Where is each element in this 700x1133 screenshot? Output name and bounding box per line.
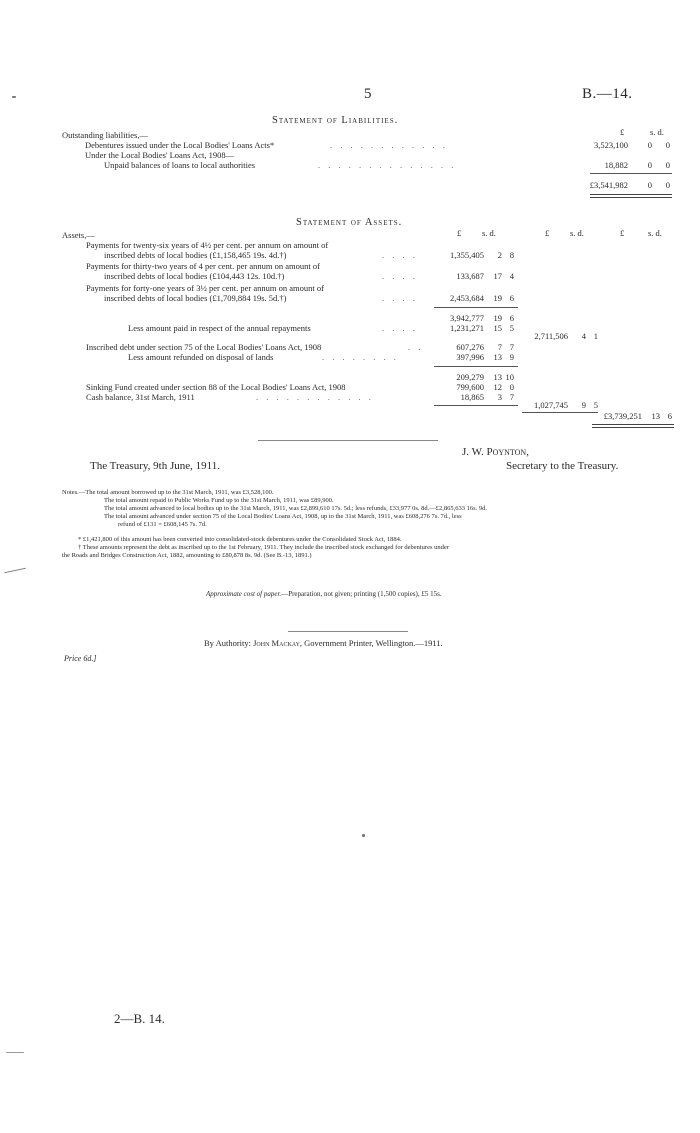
inscribed75-label: Inscribed debt under section 75 of the Local Bodies' Loans Act, 1908 [86, 342, 322, 352]
note-2: The total amount repaid to Public Works Fund up to the 31st March, 1911, was £89,900. [104, 497, 334, 504]
imprint-printer: John Mackay, [253, 638, 303, 648]
sinking-s: 12 [493, 382, 502, 392]
note-4a: The total amount advanced under section 75 of the Local Bodies' Loans Act, 1908, up to the 31st March, 1911, was £608,276 7s. 7d., less [104, 513, 462, 520]
pay2-s: 17 [493, 271, 502, 281]
cost-of-paper [206, 590, 442, 598]
pay1-line1: Payments for twenty-six years of 4½ per cent. per annum on amount of [86, 240, 329, 250]
liabilities-col-pound: £ [620, 127, 625, 137]
less-annual-label: Less amount paid in respect of the annual repayments [128, 323, 311, 333]
liabilities-rule [590, 173, 672, 174]
less-refunded-leader: . . . . . . . . [322, 352, 399, 362]
subtotal1-s: 19 [493, 313, 502, 323]
assets-rule-3 [434, 405, 518, 406]
net1-s: 4 [581, 331, 586, 341]
grand-s: 13 [651, 411, 660, 421]
cost-text: —Preparation, not given; printing (1,500 copies), £5 15s. [281, 590, 442, 598]
less-annual-d: 5 [509, 323, 514, 333]
less-annual-amount: 1,231,271 [450, 323, 484, 333]
scan-speck [362, 834, 365, 837]
signature-mark: 2—B. 14. [114, 1011, 165, 1026]
inscribed75-leader: . . [408, 342, 424, 352]
pay1-s: 2 [497, 250, 502, 260]
cash-label: Cash balance, 31st March, 1911 [86, 392, 195, 402]
debentures-leader: . . . . . . . . . . . . [330, 140, 448, 150]
subtotal1-d: 6 [509, 313, 514, 323]
pay1-amount: 1,355,405 [450, 250, 484, 260]
note-4b: refund of £131 = £608,145 7s. 7d. [118, 521, 207, 528]
liabilities-heading: Statement of Liabilities. [272, 115, 399, 126]
sub3-d: 5 [593, 400, 598, 410]
less-refunded-s: 13 [493, 352, 502, 362]
pay1-leader: . . . . [382, 250, 418, 260]
sinking-label: Sinking Fund created under section 88 of the Local Bodies' Loans Act, 1908 [86, 382, 346, 392]
imprint-prefix: By Authority: [204, 638, 251, 648]
imprint-line [204, 638, 443, 648]
unpaid-label: Unpaid balances of loans to local authorities [104, 160, 256, 170]
price-label: Price 6d.] [64, 654, 97, 663]
pay3-s: 19 [493, 293, 502, 303]
net1-d: 1 [593, 331, 598, 341]
sinking-amount: 799,600 [456, 382, 484, 392]
pay3-line1: Payments for forty-one years of 3½ per cent. per annum on amount of [86, 283, 324, 293]
signatory-title: Secretary to the Treasury. [506, 460, 619, 472]
pay2-line1: Payments for thirty-two years of 4 per cent. per annum on amount of [86, 261, 320, 271]
liabilities-double-rule [590, 194, 672, 198]
unpaid-amount: 18,882 [604, 160, 628, 170]
pay3-line2: inscribed debts of local bodies (£1,709,884 19s. 5d.†) [104, 293, 287, 303]
pay2-leader: . . . . [382, 271, 418, 281]
cost-label: Approximate cost of paper. [206, 590, 282, 598]
pay3-d: 6 [509, 293, 514, 303]
pay3-amount: 2,453,684 [450, 293, 484, 303]
liabilities-col-sd: s. d. [650, 127, 664, 137]
sub3-amount: 1,027,745 [534, 400, 568, 410]
unpaid-s: 0 [647, 160, 652, 170]
debentures-s: 0 [647, 140, 652, 150]
assets-double-rule [592, 424, 674, 428]
scan-speck [6, 1052, 24, 1053]
net1-amount: 2,711,506 [534, 331, 568, 341]
cash-amount: 18,865 [460, 392, 484, 402]
net2-s: 13 [493, 372, 502, 382]
less-refunded-amount: 397,996 [456, 352, 484, 362]
footnote-1: * £1,421,800 of this amount has been converted into consolidated-stock debentures under the Consolidated Stock Act, 1884. [78, 536, 402, 543]
page-number: 5 [364, 86, 372, 102]
grand-amount: £3,739,251 [603, 411, 642, 421]
inscribed75-s: 7 [497, 342, 502, 352]
assets-rule-1 [434, 307, 518, 308]
subtotal1-amount: 3,942,777 [450, 313, 484, 323]
liabilities-total-d: 0 [665, 180, 670, 190]
sub3-s: 9 [581, 400, 586, 410]
less-annual-leader: . . . . [382, 323, 418, 333]
footnote-2b: the Roads and Bridges Construction Act, 1882, amounting to £80,878 8s. 9d. (See B.-13, 1891.) [62, 552, 312, 559]
net2-d: 10 [505, 372, 514, 382]
scan-speck [12, 96, 16, 98]
inscribed75-amount: 607,276 [456, 342, 484, 352]
assets-col-pound-3: £ [620, 228, 625, 238]
unpaid-leader: . . . . . . . . . . . . . . [318, 160, 457, 170]
note-3: The total amount advanced to local bodies up to the 31st March, 1911, was £2,899,610 17s. 5d.; less refunds, £33,977 0s. 8d.—£2,865,633 16s. 9d. [104, 505, 488, 512]
assets-col-sd-3: s. d. [648, 228, 662, 238]
liabilities-total-amount: £3,541,982 [589, 180, 628, 190]
imprint-rule [288, 631, 408, 632]
pay2-d: 4 [509, 271, 514, 281]
inscribed75-d: 7 [509, 342, 514, 352]
cash-d: 7 [509, 392, 514, 402]
sinking-d: 0 [509, 382, 514, 392]
net2-amount: 209,279 [456, 372, 484, 382]
pay1-d: 8 [509, 250, 514, 260]
debentures-amount: 3,523,100 [594, 140, 628, 150]
cash-leader: . . . . . . . . . . . . [256, 392, 374, 402]
imprint-suffix: Government Printer, Wellington.—1911. [304, 638, 443, 648]
treasury-date: The Treasury, 9th June, 1911. [90, 460, 220, 472]
grand-d: 6 [667, 411, 672, 421]
assets-col-pound-1: £ [457, 228, 462, 238]
pay2-amount: 133,687 [456, 271, 484, 281]
document-reference: B.—14. [582, 86, 633, 102]
assets-col-sd-1: s. d. [482, 228, 496, 238]
debentures-d: 0 [665, 140, 670, 150]
assets-rule-2 [434, 366, 518, 367]
section-separator [258, 440, 438, 441]
scan-speck [4, 568, 26, 574]
cash-s: 3 [497, 392, 502, 402]
pay1-line2: inscribed debts of local bodies (£1,158,465 19s. 4d.†) [104, 250, 287, 260]
note-1: Notes.—The total amount borrowed up to the 31st March, 1911, was £3,528,100. [62, 489, 274, 496]
debentures-label: Debentures issued under the Local Bodies' Loans Acts* [85, 140, 275, 150]
signatory-name: J. W. Poynton, [462, 446, 529, 458]
pay2-line2: inscribed debts of local bodies (£104,443 12s. 10d.†) [104, 271, 285, 281]
assets-col-sd-2: s. d. [570, 228, 584, 238]
liabilities-total-s: 0 [647, 180, 652, 190]
under-act-label: Under the Local Bodies' Loans Act, 1908— [85, 150, 235, 160]
pay3-leader: . . . . [382, 293, 418, 303]
assets-col-pound-2: £ [545, 228, 550, 238]
less-refunded-d: 9 [509, 352, 514, 362]
unpaid-d: 0 [665, 160, 670, 170]
less-refunded-label: Less amount refunded on disposal of lands [128, 352, 274, 362]
less-annual-s: 15 [493, 323, 502, 333]
footnote-2a: † These amounts represent the debt as inscribed up to the 1st February, 1911. They include the inscribed stock exchanged for debentures under [78, 544, 449, 551]
assets-heading: Statement of Assets. [296, 217, 403, 228]
outstanding-label: Outstanding liabilities,— [62, 130, 148, 140]
assets-label: Assets,— [62, 230, 95, 240]
